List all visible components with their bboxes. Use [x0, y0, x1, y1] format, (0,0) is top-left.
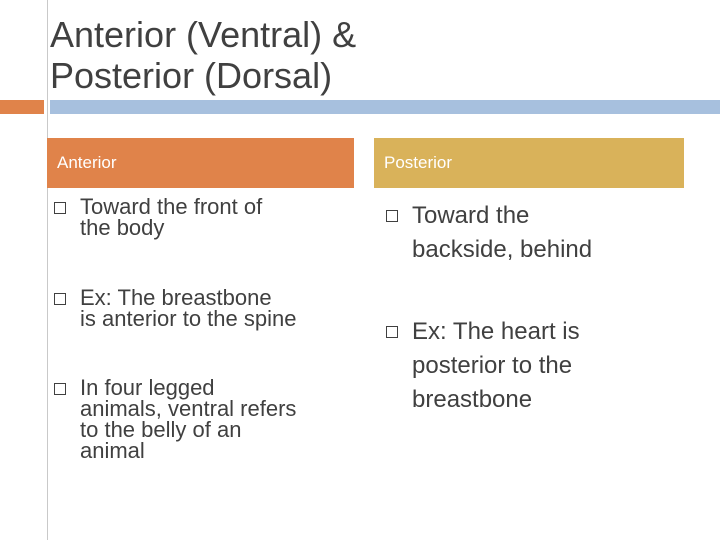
list-item	[386, 315, 686, 417]
bullet-line: backside, behind	[412, 236, 593, 263]
title-rule	[50, 100, 720, 114]
title-rule-accent	[0, 100, 44, 114]
list-item	[386, 199, 686, 315]
list-item	[54, 196, 354, 287]
title-line-2: Posterior (Dorsal)	[50, 55, 333, 96]
posterior-list	[386, 199, 686, 417]
bullet-line: Ex: The heart is	[412, 318, 580, 345]
bullet-line: animal	[80, 438, 145, 463]
bullet-line: breastbone	[412, 386, 533, 413]
bullet-line: In four legged	[80, 375, 215, 400]
title-line-1: Anterior (Ventral) &	[50, 14, 357, 55]
bullet-line: Ex: The breastbone	[80, 285, 272, 310]
checkbox-bullet-icon	[386, 326, 398, 338]
anterior-header: Anterior	[47, 138, 354, 188]
checkbox-bullet-icon	[54, 202, 66, 214]
bullet-line: Toward the front of	[80, 194, 263, 219]
bullet-line: the body	[80, 215, 165, 240]
checkbox-bullet-icon	[386, 210, 398, 222]
vertical-rule	[47, 0, 48, 540]
slide-title	[50, 14, 690, 96]
list-item	[54, 377, 354, 461]
bullet-line: animals, ventral refers	[80, 396, 297, 421]
posterior-header: Posterior	[374, 138, 684, 188]
checkbox-bullet-icon	[54, 293, 66, 305]
bullet-line: is anterior to the spine	[80, 306, 297, 331]
bullet-line: to the belly of an	[80, 417, 242, 442]
checkbox-bullet-icon	[54, 383, 66, 395]
anterior-list	[54, 196, 354, 461]
bullet-line: posterior to the	[412, 352, 573, 379]
list-item	[54, 287, 354, 377]
bullet-line: Toward the	[412, 202, 530, 229]
